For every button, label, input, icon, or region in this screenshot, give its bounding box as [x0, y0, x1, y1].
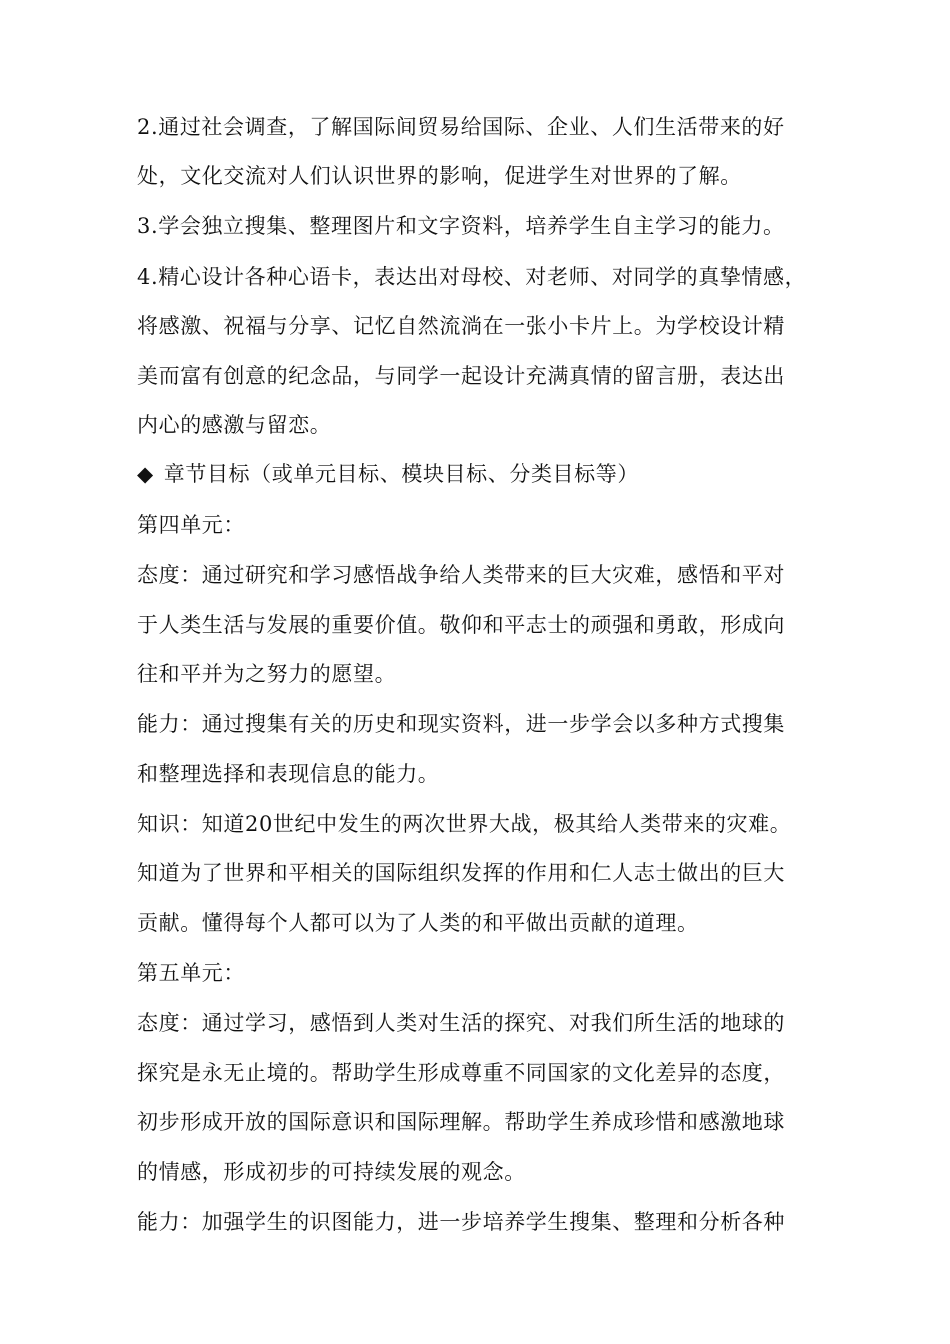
- paragraph-line: 处，文化交流对人们认识世界的影响，促进学生对世界的了解。: [137, 164, 742, 188]
- diamond-bullet-icon: ◆: [137, 462, 154, 486]
- paragraph-line: 2.通过社会调查，了解国际间贸易给国际、企业、人们生活带来的好: [137, 115, 785, 139]
- paragraph-line: 往和平并为之努力的愿望。: [137, 662, 397, 686]
- paragraph-line: 3.学会独立搜集、整理图片和文字资料，培养学生自主学习的能力。: [137, 214, 785, 238]
- paragraph-line: 和整理选择和表现信息的能力。: [137, 762, 440, 786]
- unit-heading: 第四单元：: [137, 513, 245, 537]
- section-heading-text: 章节目标（或单元目标、模块目标、分类目标等）: [163, 462, 639, 486]
- unit-heading: 第五单元：: [137, 961, 245, 985]
- paragraph-line: 内心的感激与留恋。: [137, 413, 332, 437]
- paragraph-line: 将感激、祝福与分享、记忆自然流淌在一张小卡片上。为学校设计精: [137, 314, 785, 338]
- paragraph-line: 知道为了世界和平相关的国际组织发挥的作用和仁人志士做出的巨大: [137, 861, 785, 885]
- section-heading: [137, 459, 837, 489]
- paragraph-line: 美而富有创意的纪念品，与同学一起设计充满真情的留言册，表达出: [137, 364, 785, 388]
- paragraph-line: 探究是永无止境的。帮助学生形成尊重不同国家的文化差异的态度，: [137, 1061, 785, 1085]
- paragraph-line: 知识：知道20世纪中发生的两次世界大战，极其给人类带来的灾难。: [137, 812, 792, 836]
- paragraph-line: 4.精心设计各种心语卡，表达出对母校、对老师、对同学的真挚情感，: [137, 265, 807, 289]
- paragraph-line: 贡献。懂得每个人都可以为了人类的和平做出贡献的道理。: [137, 911, 699, 935]
- paragraph-line: 能力：通过搜集有关的历史和现实资料，进一步学会以多种方式搜集: [137, 712, 785, 736]
- paragraph-line: 于人类生活与发展的重要价值。敬仰和平志士的顽强和勇敢，形成向: [137, 613, 785, 637]
- paragraph-line: 初步形成开放的国际意识和国际理解。帮助学生养成珍惜和感激地球: [137, 1110, 785, 1134]
- paragraph-line: 的情感，形成初步的可持续发展的观念。: [137, 1160, 526, 1184]
- paragraph-line: 能力：加强学生的识图能力，进一步培养学生搜集、整理和分析各种: [137, 1210, 785, 1234]
- paragraph-line: 态度：通过学习，感悟到人类对生活的探究、对我们所生活的地球的: [137, 1011, 785, 1035]
- paragraph-line: 态度：通过研究和学习感悟战争给人类带来的巨大灾难，感悟和平对: [137, 563, 785, 587]
